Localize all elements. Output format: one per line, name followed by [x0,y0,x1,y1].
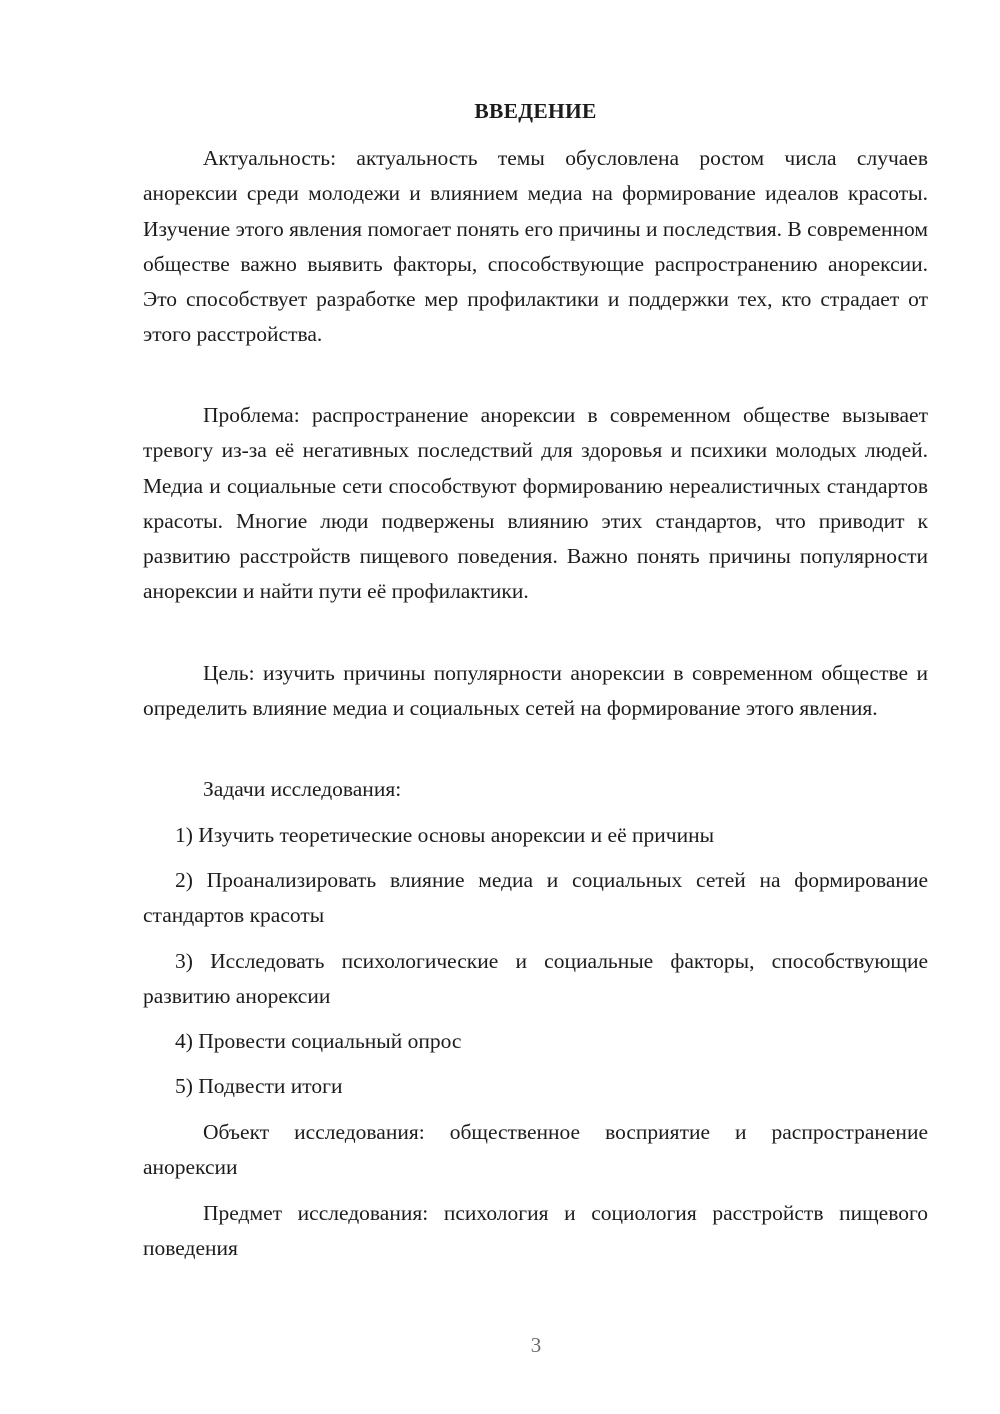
list-item: 3) Исследовать психологические и социальные факторы, способствующие развитию анорексии [143,949,928,1009]
list-item: 2) Проанализировать влияние медиа и социальных сетей на формирование стандартов красоты [143,868,928,928]
paragraph-subject: Предмет исследования: психология и социология расстройств пищевого поведения [143,1201,928,1261]
tasks-heading: Задачи исследования: [203,777,402,801]
paragraph-problem: Проблема: распространение анорексии в современном обществе вызывает тревогу из-за её негативных последствий для здоровья и психики молодых людей. Медиа и социальные сети способствуют формированию нереалистичных стандартов красоты. Многие люди подвержены влиянию этих стандартов, что приводит к развитию расстройств пищевого поведения. Важно понять причины популярности анорексии и найти пути её профилактики. [143,403,928,604]
list-item: 5) Подвести итоги [175,1074,343,1098]
list-item: 1) Изучить теоретические основы анорексии и её причины [175,823,715,847]
paragraph-relevance: Актуальность: актуальность темы обусловлена ростом числа случаев анорексии среди молодежи и влиянием медиа на формирование идеалов красоты. Изучение этого явления помогает понять его причины и последствия. В современном обществе важно выявить факторы, способствующие распространению анорексии. Это способствует разработке мер профилактики и поддержки тех, кто страдает от этого расстройства. [143,146,928,347]
page-number: 3 [530,1333,542,1357]
paragraph-goal: Цель: изучить причины популярности анорексии в современном обществе и определить влияние медиа и социальных сетей на формирование этого явления. [143,661,928,721]
list-item: 4) Провести социальный опрос [175,1029,462,1053]
paragraph-object: Объект исследования: общественное восприятие и распространение анорексии [143,1120,928,1180]
page-title: ВВЕДЕНИЕ [474,99,597,123]
